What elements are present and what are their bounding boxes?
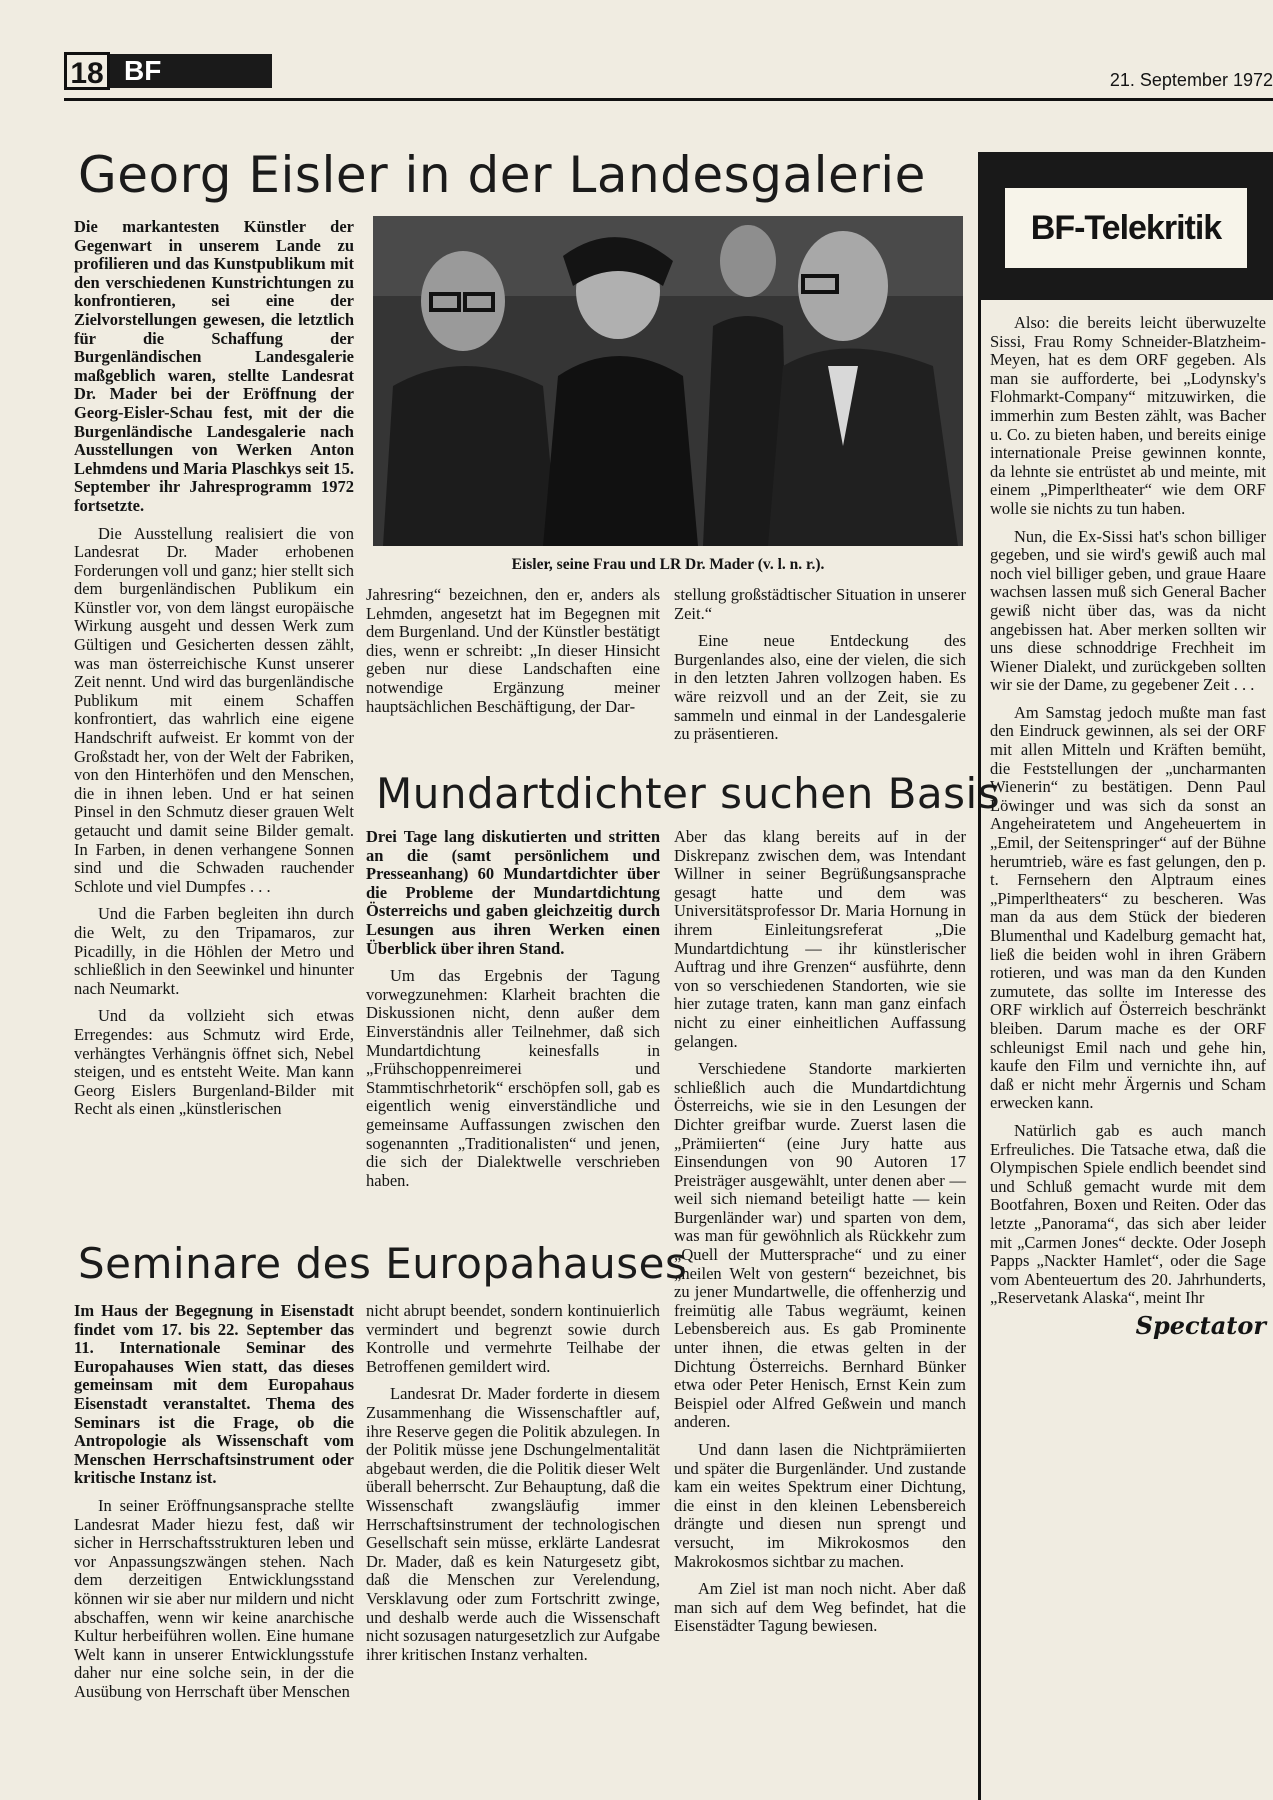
article2-column-2: [674, 828, 966, 1636]
article1-paragraph: Eine neue Entdeckung des Burgenlandes also, eine der vielen, die sich in den letzten Jahren vollzogen haben. Es wäre reizvoll und an der Zeit, sie zu sammeln und einmal in der Landesgalerie zu präsentieren.: [674, 631, 966, 744]
telekritik-paragraph: Nun, die Ex-Sissi hat's schon billiger gegeben, und sie wird's gewiß auch mal noch viel billiger geben, und graue Haare wachsen lassen muß sich General Bacher gewiß nicht über das, was da nicht angebissen hat. Aber merken sollten wir uns diese schnoddrige Frechheit im Wiener Dialekt, und zurückgeben sollten wir sie der Dame, zu gegebener Zeit . . .: [990, 526, 1266, 695]
issue-date: 21. September 1972: [1109, 70, 1273, 90]
article1-column-2: [366, 586, 660, 716]
photo-placeholder: [373, 216, 963, 546]
article1-paragraph: stellung großstädtischer Situation in unserer Zeit.“: [674, 585, 966, 623]
article1-headline: Georg Eisler in der Landesgalerie: [78, 146, 926, 204]
article3-lead: Im Haus der Begegnung in Eisenstadt findet vom 17. bis 22. September das 11. Internationale Seminar des Europahauses Wien statt, das dieses gemeinsam mit dem Europahaus Eisenstadt veranstaltet. Thema des Seminars ist die Frage, ob die Antropologie als Wissenschaft vom Menschen Herrschaftsinstrument oder kritische Instanz ist.: [74, 1301, 354, 1488]
header-rule: [64, 98, 1273, 101]
article3-paragraph: Landesrat Dr. Mader forderte in diesem Zusammenhang die Wissenschaftler auf, ihre Reserve gegen die Politik abzulegen. In der Politik müsse jene Dschungelmentalität abgebaut werden, die die Politik dieser Welt überall beherrscht. Zur Behauptung, daß die Wissenschaft zwangsläufig immer Herrschaftsinstrument der technologischen Gesellschaft sein müsse, erklärte Landesrat Dr. Mader, daß es kein Naturgesetz gibt, daß die Menschen zur Verelendung, Versklavung oder zum Fortschritt zwinge, und deshalb werde auch die Wissenschaft nicht sozusagen naturgesetzlich zur Aufgabe ihrer kritischen Instanz verhalten.: [366, 1384, 660, 1664]
article2-lead: Drei Tage lang diskutierten und stritten an die (samt persönlichem und Presseanhang) 60 Mundartdichter über die Probleme der Mundartdichtung Österreichs und gaben gleichzeitig durch Lesungen aus ihren Werken einen Überblick über ihren Stand.: [366, 827, 660, 958]
article1-paragraph: Und die Farben begleiten ihn durch die Welt, zu den Tripamaros, zur Picadilly, in die Höhlen der Metro und schließlich in den Seewinkel und hinunter nach Neumarkt.: [74, 904, 354, 998]
article1-paragraph: Jahresring“ bezeichnen, den er, anders als Lehmden, angesetzt hat im Begegnen mit dem Burgenland. Und der Künstler bestätigt dies, wenn er schreibt: „In dieser Hinsicht geben nur diese Landschaften eine notwendige Ergänzung meiner hauptsächlichen Beschäftigung, der Dar-: [366, 585, 660, 716]
article1-column-3: [674, 586, 966, 744]
telekritik-signature: Spectator: [1135, 1310, 1266, 1340]
telekritik-paragraph: Also: die bereits leicht überwuzelte Sissi, Frau Romy Schneider-Blatzheim-Meyen, hat es dem ORF gegeben. Als man sie aufforderte, bei „Lodynsky's Flohmarkt-Company“ mitzuwirken, die immerhin zum Besten zählt, was Bacher u. Co. zu bieten haben, und bereits einige internationale Preise gewinnen konnte, da lehnte sie entrüstet ab und meinte, mit einem „Pimperltheater“ wie dem ORF wolle sie nichts zu tun haben.: [990, 313, 1266, 518]
article3-column-2: [366, 1302, 660, 1664]
article3-paragraph: nicht abrupt beendet, sondern kontinuierlich vermindert und begrenzt sowie durch Kontrolle und vermehrte Teilhabe der Betroffenen gemildert wird.: [366, 1301, 660, 1376]
article2-paragraph: Verschiedene Standorte markierten schließlich auch die Mundartdichtung Österreichs, wie sie in den Lesungen der Dichter greifbar wurde. Zuerst lasen die „Prämiierten“ (eine Jury hatte aus Einsendungen von 90 Autoren 17 Preisträger ausgewählt, unter denen aber — weil sich niemand beteiligt hatte — kein Burgenländer war) und sparten von dem, was man für gewöhnlich als Rückkehr zum „Quell der Muttersprache“ und zu einer „heilen Welt von gestern“ bezeichnet, bis zu jener Mundartwelle, die offenherzig und freimütig alle Tabus wegräumt, keinen Lebensbereich aus. Es gab Prominente unter ihnen, die etwas gelten in der Dichtung Österreichs. Bernhard Bünker etwa oder Peter Henisch, Ernst Kein zum Beispiel oder Alfred Geßwein und manch anderen.: [674, 1059, 966, 1432]
photo-caption: Eisler, seine Frau und LR Dr. Mader (v. l. n. r.).: [511, 556, 825, 573]
telekritik-paragraph: Natürlich gab es auch manch Erfreuliches. Die Tatsache etwa, daß die Olympischen Spiele endlich beendet sind und Schluß gemacht wurde mit dem Bootfahren, Boxen und Reiten. Oder das letzte „Panorama“, das sich aber leider mit „Carmen Jones“ deckte. Oder Joseph Papps „Nackter Hamlet“, oder die Sage vom Abenteuertum des 20. Jahrhunderts, „Reservetank Alaska“, meint Ihr: [990, 1120, 1266, 1308]
page-number: 18: [64, 52, 110, 90]
article1-column-1: [74, 218, 354, 1119]
telekritik-column: [990, 313, 1266, 1340]
article1-paragraph: Und da vollzieht sich etwas Erregendes: aus Schmutz wird Erde, verhängtes Verhängnis öffnet sich, Nebel steigen, und es entsteht Weite. Man kann Georg Eislers Burgenland-Bilder mit Recht als einen „künstlerischen: [74, 1006, 354, 1119]
telekritik-paragraph: Am Samstag jedoch mußte man fast den Eindruck gewinnen, als sei der ORF mit allen Mitteln und Kräften bemüht, die Feststellungen der „uncharmanten Wienerin“ zu bestätigen. Denn Paul Löwinger und was sich da sonst an Angeheiratetem und Angeheuertem in „Emil, der Seitenspringer“ auf der Bühne herumtrieb, wäre es fast gelungen, den p. t. Fernsehern den Alptraum eines „Pimperltheaters“ zu bescheren. Was man da aus dem Stück der biederen Blumenthal und Kadelburg gemacht hat, ließ die beiden wohl in ihren Gräbern rotieren, und was man da den Kunden zumutete, das sollte im Interesse des ORF wirklich auf Österreich beschränkt bleiben. Darum mache es der ORF schleunigst Emil nach und gehe hin, kaufe den Film und vernichte ihn, auf daß er nicht mehr Ärgernis und Scham erwecken kann.: [990, 702, 1266, 1113]
article3-headline: Seminare des Europahauses: [78, 1239, 688, 1288]
article3-column-1: [74, 1302, 354, 1701]
article2-column-1: [366, 828, 660, 1190]
article1-paragraph: Die Ausstellung realisiert die von Landesrat Dr. Mader erhobenen Forderungen voll und ganz; hier stellt sich dem burgenländischen Publikum ein Künstler vor, von dem längst europäische Wirkung ausgeht und dessen Werk zum Gültigen und Gesicherten dessen zählt, was man österreichische Kunst unserer Zeit nennt. Und wird das burgenländische Publikum mit einem Schaffen konfrontiert, das wahrlich eine eigene Handschrift aufweist. Er kommt von der Großstadt her, von der Welt der Fabriken, von den Hinterhöfen und den Menschen, die in ihnen leben. Und er hat seinen Pinsel in den Schmutz dieser grauen Welt getaucht und damit seine Bilder gemalt. In Farben, in denen verhangene Sonnen sind und die Schwaden rauchender Schlote und viel Dumpfes . . .: [74, 523, 354, 896]
article2-paragraph: Aber das klang bereits auf in der Diskrepanz zwischen dem, was Intendant Willner in seiner Begrüßungsansprache gesagt hatte und dem was Universitätsprofessor Dr. Maria Hornung in ihrem Einleitungsreferat „Die Mundartdichtung — ihr künstlerischer Auftrag und ihre Grenzen“ ausführte, denn von so verschiedenen Standorten, wie sie hier zutage traten, kann man ganz einfach nicht zu einer einheitlichen Auffassung gelangen.: [674, 827, 966, 1051]
article2-paragraph: Und dann lasen die Nichtprämiierten und später die Burgenländer. Und zustande kam ein weites Spektrum einer Dichtung, die einst in den kleinen Lebensbereich drängte und diesen nun sprengt und versucht, im Mikrokosmos den Makrokosmos sichtbar zu machen.: [674, 1440, 966, 1571]
section-label: BF: [110, 54, 272, 88]
article1-lead: Die markantesten Künstler der Gegenwart in unserem Lande zu profilieren und das Kunstpublikum mit den verschiedenen Kunstrichtungen zu konfrontieren, sei eine der Zielvorstellungen gewesen, die letztlich für die Schaffung der Burgenländischen Landesgalerie maßgeblich waren, stellte Landesrat Dr. Mader bei der Eröffnung der Georg-Eisler-Schau fest, mit der die Burgenländische Landesgalerie nach Ausstellungen von Werken Anton Lehmdens und Maria Plaschkys seit 15. September ihr Jahresprogramm 1972 fortsetzte.: [74, 217, 354, 515]
article1-photo: [373, 216, 963, 546]
article2-paragraph: Um das Ergebnis der Tagung vorwegzunehmen: Klarheit brachten die Diskussionen nicht, denn außer dem Einverständnis aller Teilnehmer, daß sich Mundartdichtung keinesfalls in „Frühschoppenreimerei und Stammtischrhetorik“ erschöpfen soll, gab es eigentlich wenig einverständliche und gemeinsame Auffassungen zwischen den sogenannten „Traditionalisten“ und jenen, die sich der Dialektwelle verschrieben haben.: [366, 966, 660, 1190]
article2-headline: Mundartdichter suchen Basis: [376, 769, 1001, 818]
article3-paragraph: In seiner Eröffnungsansprache stellte Landesrat Mader hiezu fest, daß wir sicher in Herrschaftsstrukturen leben und vor Anpassungszwängen stehen. Nach dem derzeitigen Entwicklungsstand können wir sie aber nur mildern und nicht abschaffen, wenn wir keine anarchische Kultur herbeiführen wollen. Eine humane Welt kann in unserer Entwicklungsstufe daher nur eine solche sein, in der die Ausübung von Herrschaft über Menschen: [74, 1495, 354, 1701]
article2-paragraph: Am Ziel ist man noch nicht. Aber daß man sich auf dem Weg befindet, hat die Eisenstädter Tagung bewiesen.: [674, 1579, 966, 1636]
telekritik-title: BF-Telekritik: [1005, 188, 1247, 268]
